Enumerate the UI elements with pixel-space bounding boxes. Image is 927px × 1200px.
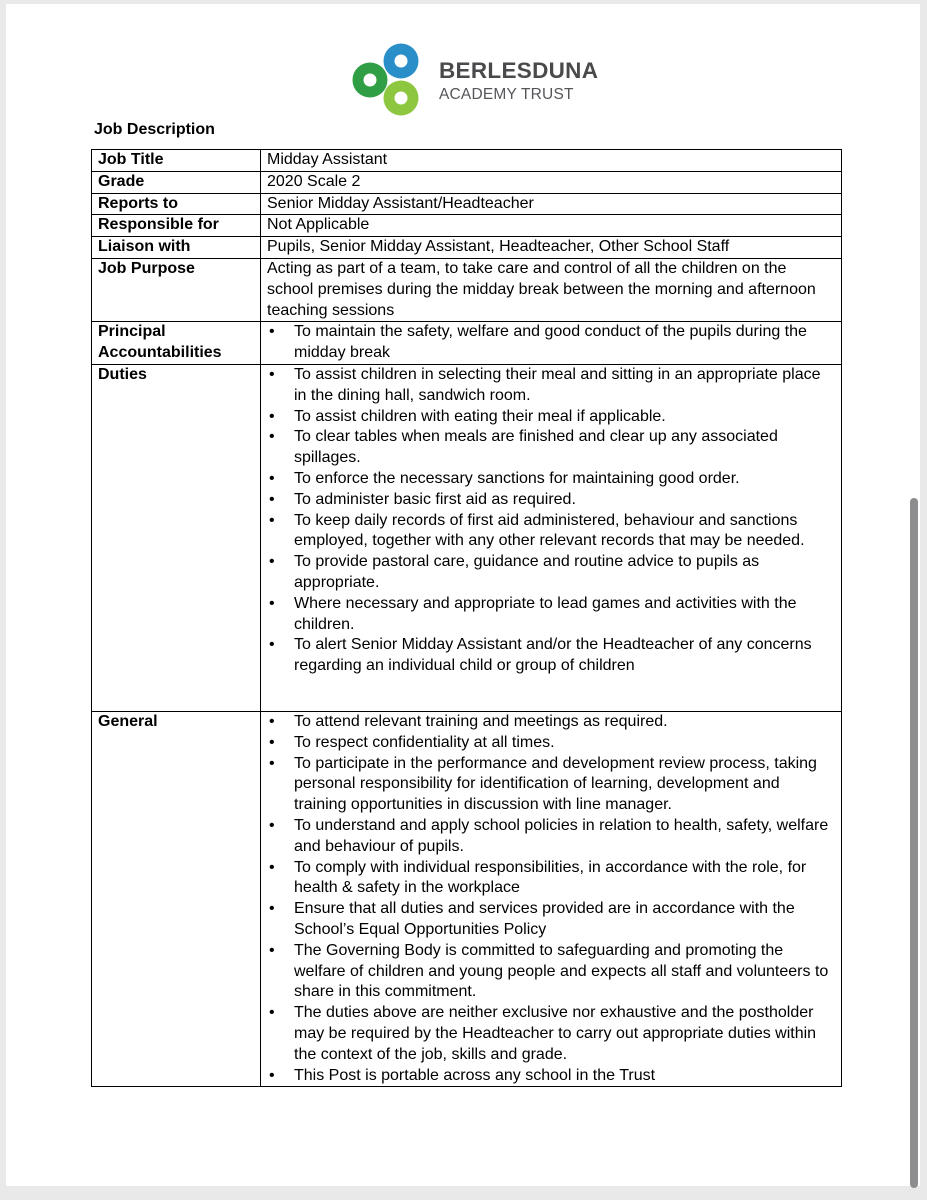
- table-row: [92, 711, 842, 1086]
- logo-circles-icon: [350, 42, 430, 122]
- table-row: [92, 237, 842, 259]
- list-item: • This Post is portable across any school in the Trust: [265, 1066, 837, 1087]
- principal-accountabilities-list-cell: [261, 322, 842, 365]
- row-label: Liaison with: [92, 237, 261, 259]
- reports-to-value: Senior Midday Assistant/Headteacher: [261, 193, 842, 215]
- list-item: • The Governing Body is committed to safeguarding and promoting the welfare of children and young people and expects all staff and volunteers to share in this commitment.: [265, 941, 837, 1003]
- row-label: Responsible for: [92, 215, 261, 237]
- list-item: • To understand and apply school policies in relation to health, safety, welfare and behaviour of pupils.: [265, 816, 837, 858]
- list-item: • To comply with individual responsibilities, in accordance with the role, for health & safety in the workplace: [265, 858, 837, 900]
- principal-label-line2: Accountabilities: [98, 344, 222, 362]
- list-item: • Where necessary and appropriate to lead games and activities with the children.: [265, 594, 837, 636]
- list-item: • To participate in the performance and development review process, taking personal responsibility for identification of learning, development and training opportunities in discussion with line manager.: [265, 754, 837, 816]
- row-label: Duties: [92, 364, 261, 711]
- list-item: • Ensure that all duties and services provided are in accordance with the School’s Equal Opportunities Policy: [265, 899, 837, 941]
- list-item: • To assist children with eating their meal if applicable.: [265, 407, 837, 428]
- table-row: [92, 171, 842, 193]
- row-label: Job Title: [92, 150, 261, 172]
- table-row: [92, 258, 842, 321]
- list-item: • To attend relevant training and meetings as required.: [265, 712, 837, 733]
- list-item: • The duties above are neither exclusive nor exhaustive and the postholder may be required by the Headteacher to carry out appropriate duties within the context of the job, skills and grade.: [265, 1003, 837, 1065]
- list-item: • To clear tables when meals are finished and clear up any associated spillages.: [265, 427, 837, 469]
- principal-label-line1: Principal: [98, 323, 166, 341]
- list-item: • To respect confidentiality at all times.: [265, 733, 837, 754]
- job-title-value: Midday Assistant: [261, 150, 842, 172]
- list-item: • To alert Senior Midday Assistant and/or the Headteacher of any concerns regarding an individual child or group of children: [265, 635, 837, 677]
- grade-value: 2020 Scale 2: [261, 171, 842, 193]
- job-purpose-value: Acting as part of a team, to take care and control of all the children on the school premises during the midday break between the morning and afternoon teaching sessions: [261, 258, 842, 321]
- document-heading: Job Description: [94, 121, 215, 138]
- row-label: Grade: [92, 171, 261, 193]
- bullet-list: [265, 322, 837, 364]
- list-item: • To provide pastoral care, guidance and routine advice to pupils as appropriate.: [265, 552, 837, 594]
- list-item: • To enforce the necessary sanctions for maintaining good order.: [265, 469, 837, 490]
- bullet-list: [265, 712, 837, 1086]
- logo-name: BERLESDUNA: [439, 58, 599, 83]
- table-row: [92, 322, 842, 365]
- list-item: • To keep daily records of first aid administered, behaviour and sanctions employed, together with any other relevant records that may be needed.: [265, 511, 837, 553]
- table-row: [92, 193, 842, 215]
- logo-subtitle: ACADEMY TRUST: [439, 86, 574, 103]
- table-row: [92, 150, 842, 172]
- vertical-scrollbar[interactable]: [910, 498, 918, 1188]
- row-label: [92, 322, 261, 365]
- row-label: Reports to: [92, 193, 261, 215]
- bullet-list: [265, 365, 837, 677]
- academy-trust-logo: [350, 42, 640, 122]
- table-row: [92, 364, 842, 711]
- duties-list-cell: [261, 364, 842, 711]
- list-item: • To maintain the safety, welfare and good conduct of the pupils during the midday break: [265, 322, 837, 364]
- job-description-table: [91, 149, 842, 1087]
- row-label: Job Purpose: [92, 258, 261, 321]
- list-item: • To assist children in selecting their meal and sitting in an appropriate place in the dining hall, sandwich room.: [265, 365, 837, 407]
- liaison-with-value: Pupils, Senior Midday Assistant, Headteacher, Other School Staff: [261, 237, 842, 259]
- general-list-cell: [261, 711, 842, 1086]
- responsible-for-value: Not Applicable: [261, 215, 842, 237]
- table-row: [92, 215, 842, 237]
- row-label: General: [92, 711, 261, 1086]
- list-item: • To administer basic first aid as required.: [265, 490, 837, 511]
